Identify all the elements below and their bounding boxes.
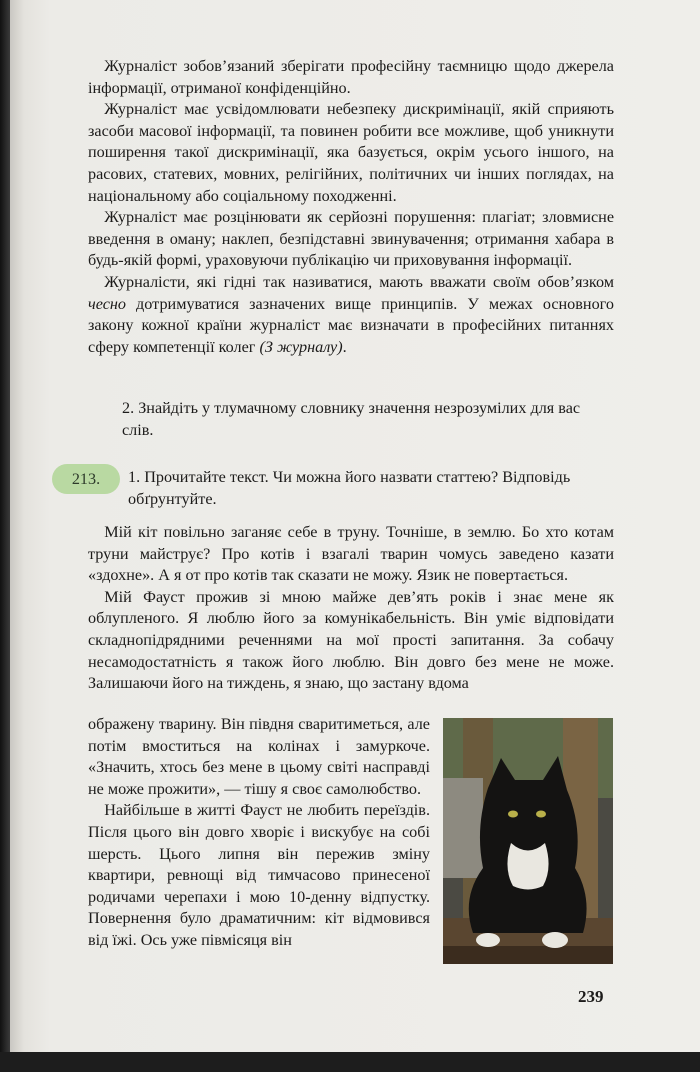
paragraph: Найбільше в житті Фауст не любить переїздів. Після цього він довго хворіє і вискубує на собі шерсть. Цього липня він пережив зміну квартири, ревнощі від тимчасово принесеної родичами черепахи і мою 10-денну відпустку. Повернення було драматичним: кіт відмовився від їжі. Ось уже півмісяця він bbox=[88, 801, 430, 949]
task-2-instruction: 2. Знайдіть у тлумачному словнику значення незрозумілих для вас слів. bbox=[122, 399, 581, 439]
book-spine-shadow bbox=[0, 0, 10, 1072]
exercise-number-badge: 213. bbox=[52, 464, 120, 494]
paragraph-continuation: ображену тварину. Він півдня сваритиметься, але потім вмоститься на колінах і замуркоче. «Значить, хтось без мене в цьому світі насправді не може прожити», — тішу я своє самолюбство. bbox=[88, 715, 430, 798]
task-1-instruction: 1. Прочитайте текст. Чи можна його назвати статтею? Відповідь обґрунтуйте. bbox=[128, 468, 571, 508]
paragraph: Журналіст має усвідомлювати небезпеку дискримінації, якій сприяють засоби масової інформації, та повинен робити все можливе, щоб уникнути поширення такої дискримінації, яка базується, окрім усього іншого, на расових, статевих, мовних, релігійних, політичних чи інших поглядах, на національному або соціальному походженні. bbox=[88, 100, 614, 205]
paragraph: Журналісти, які гідні так називатися, мають вважати своїм обов’язком чесно дотримуватися зазначених вище принципів. У межах основного закону кожної країни журналіст має визначати в професійних питаннях сферу компетенції колег (З журналу). bbox=[88, 272, 614, 356]
story-text bbox=[88, 522, 614, 695]
paragraph: Мій Фауст прожив зі мною майже дев’ять років і знає мене як облупленого. Я люблю його за комунікабельність. Він уміє відповідати складнопідрядними реченнями на мої прості запитання. За собачу несамодостатність я також його люблю. Він довго без мене не може. Залишаючи його на тиждень, я знаю, що застану вдома bbox=[88, 587, 614, 693]
italic-word: чесно bbox=[88, 294, 127, 313]
cat-photo bbox=[443, 718, 613, 964]
page-number: 239 bbox=[578, 987, 604, 1006]
paragraph: Журналіст має розцінювати як серйозні порушення: плагіат; зловмисне введення в оману; наклеп, безпідставні звинувачення; отримання хабара в будь-якій формі, ураховуючи публікацію чи приховування інформації. bbox=[88, 208, 614, 270]
code-of-ethics-text bbox=[88, 56, 614, 358]
story-text-wrapped bbox=[88, 714, 430, 952]
source-citation: (З журналу) bbox=[259, 337, 343, 356]
paragraph: Мій кіт повільно заганяє себе в труну. Точніше, в землю. Бо хто котам труни майструє? Про котів і взагалі тварин чомусь заведено казати «здохне». А я от про котів так сказати не можу. Язик не повертається. bbox=[88, 523, 614, 585]
paragraph: Журналіст зобов’язаний зберігати професійну таємницю щодо джерела інформації, отриманої конфіденційно. bbox=[88, 57, 614, 97]
scan-bottom-edge bbox=[0, 1052, 700, 1072]
